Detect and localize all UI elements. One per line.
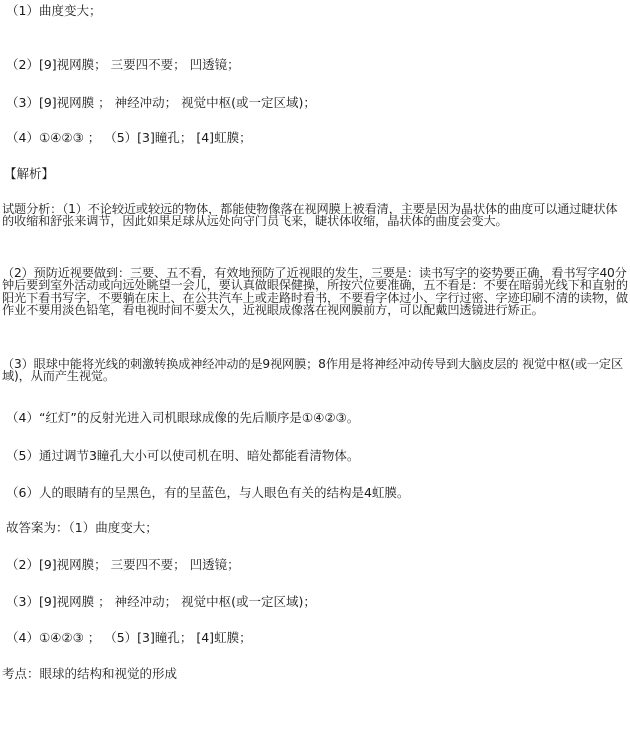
answer-line-3: （3）[9]视网膜 ； 神经冲动； 视觉中枢(或一定区域)； [6, 95, 316, 110]
final-answer-line-2: （2）[9]视网膜； 三要四不要； 凹透镜； [6, 557, 240, 572]
answer-line-4: （4）①④②③ ； （5）[3]瞳孔； [4]虹膜； [6, 130, 252, 145]
analysis-paragraph-3: （3）眼球中能将光线的刺激转换成神经冲动的是9视网膜；8作用是将神经冲动传导到大脑皮层的 视觉中枢(或一定区域)，从而产生视觉。 [2, 357, 623, 384]
analysis-heading: 【解析】 [4, 166, 55, 181]
kaodian-line: 考点：眼球的结构和视觉的形成 [2, 666, 178, 681]
answer-line-2: （2）[9]视网膜； 三要四不要； 凹透镜； [6, 57, 240, 72]
analysis-paragraph-4: （4）“红灯”的反射光进入司机眼球成像的先后顺序是①④②③。 [6, 410, 360, 425]
answer-line-1: （1）曲度变大； [6, 3, 102, 18]
analysis-paragraph-1: 试题分析：（1）不论较近或较远的物体，都能使物像落在视网膜上被看清，主要是因为晶状体的曲度可以通过睫状体的收缩和舒张来调节，因此如果足球从远处向守门员飞来，睫状体收缩，晶状体的曲度会变大。 [2, 202, 618, 229]
analysis-paragraph-5: （5）通过调节3瞳孔大小可以使司机在明、暗处都能看清物体。 [6, 448, 360, 463]
final-answer-line-4: （4）①④②③ ； （5）[3]瞳孔； [4]虹膜； [6, 630, 252, 645]
final-answer-line-3: （3）[9]视网膜 ； 神经冲动； 视觉中枢(或一定区域)； [6, 594, 316, 609]
analysis-paragraph-2: （2）预防近视要做到：三要、五不看，有效地预防了近视眼的发生，三要是：读书写字的姿势要正确，看书写字40分钟后要到室外活动或向远处眺望一会儿，要认真做眼保健操，所按穴位要准确，五不看是：不要在暗弱光线下和直射的阳光下看书写字，不要躺在床上、在公共汽车上或走路时看书，不要看字体过小、字行过密、字迹印刷不清的读物，做作业不要用淡色铅笔，看电视时间不要太久，近视眼成像落在视网膜前方，可以配戴凹透镜进行矫正。 [2, 266, 628, 318]
analysis-paragraph-6: （6）人的眼睛有的呈黑色，有的呈蓝色，与人眼色有关的结构是4虹膜。 [6, 485, 410, 500]
final-answer-intro: 故答案为：（1）曲度变大； [6, 520, 158, 535]
